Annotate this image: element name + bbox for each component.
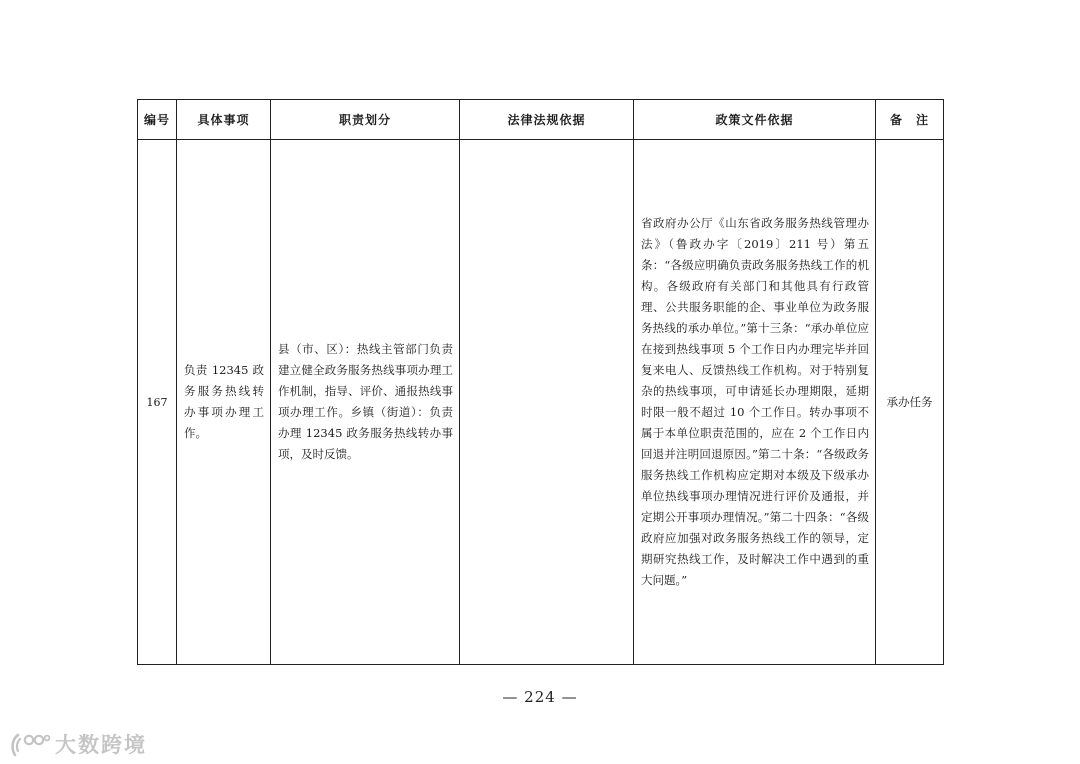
page-number: — 224 — <box>502 688 578 706</box>
cell-law-basis <box>460 140 634 665</box>
table-header-row <box>138 100 944 140</box>
cell-remark: 承办任务 <box>876 140 944 665</box>
cell-item <box>177 140 271 665</box>
policy-basis-text: 省政府办公厅《山东省政务服务热线管理办法》（鲁政办字〔2019〕211 号）第五条：“各级应明确负责政务服务热线工作的机构。各级政府有关部门和其他具有行政管理、公共服务职能的企、事业单位为政务服务热线的承办单位。”第十三条：“承办单位应在接到热线事项 5 个工作日内办理完毕并回复来电人、反馈热线工作机构。对于特别复杂的热线事项，可申请延长办理期限，延期时限一般不超过 10 个工作日。转办事项不属于本单位职责范围的，应在 2 个工作日内回退并注明回退原因。”第二十条：“各级政务服务热线工作机构应定期对本级及下级承办单位热线事项办理情况进行评价及通报，并定期公开事项办理情况。”第二十四条：“各级政府应加强对政务服务热线工作的领导，定期研究热线工作，及时解决工作中遇到的重大问题。” <box>641 216 869 587</box>
header-number: 编号 <box>138 100 177 140</box>
header-item: 具体事项 <box>177 100 271 140</box>
table-row <box>138 140 944 665</box>
watermark-text: 大数跨境 <box>55 733 147 757</box>
header-remark: 备 注 <box>876 100 944 140</box>
cell-policy-basis <box>634 140 876 665</box>
document-table <box>137 99 944 665</box>
watermark <box>9 727 147 761</box>
item-text: 负责 12345 政务服务热线转办事项办理工作。 <box>184 363 264 440</box>
cell-duties <box>271 140 460 665</box>
header-policy-basis: 政策文件依据 <box>634 100 876 140</box>
header-duties: 职责划分 <box>271 100 460 140</box>
cell-number: 167 <box>138 140 177 665</box>
duties-text: 县（市、区）：热线主管部门负责建立健全政务服务热线事项办理工作机制，指导、评价、通报热线事项办理工作。乡镇（街道）：负责办理 12345 政务服务热线转办事项，及时反馈。 <box>278 342 453 461</box>
header-law-basis: 法律法规依据 <box>460 100 634 140</box>
dashuju-logo-icon <box>9 729 51 759</box>
